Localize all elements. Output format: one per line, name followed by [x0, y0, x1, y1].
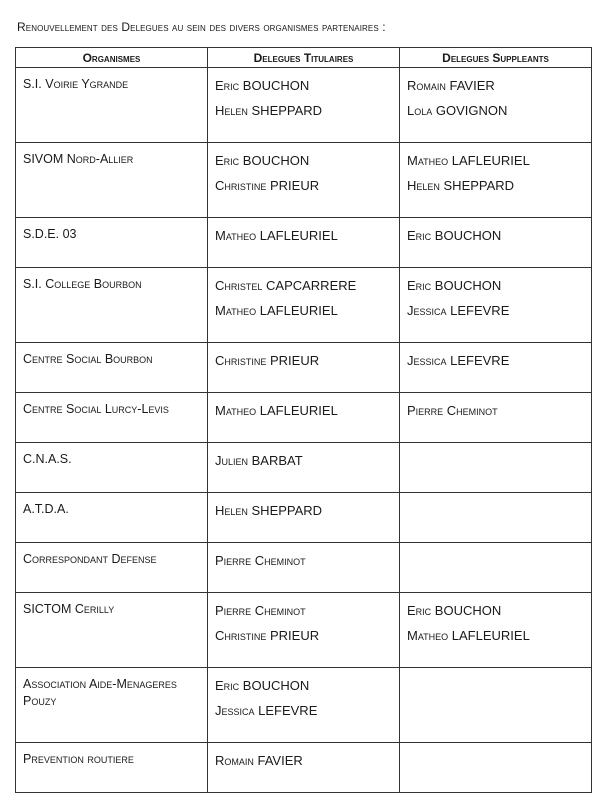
- table-row: [16, 743, 592, 793]
- titulaire-name: Matheo LAFLEURIEL: [215, 228, 338, 243]
- table-row: [16, 493, 592, 543]
- table-row: [16, 543, 592, 593]
- titulaire-name: Eric BOUCHON: [215, 78, 310, 93]
- titulaire-name: Christel CAPCARRERE: [215, 278, 357, 293]
- table-row: [16, 443, 592, 493]
- titulaire-name: Eric BOUCHON: [215, 153, 310, 168]
- suppleants-cell: [400, 443, 592, 493]
- titulaire-name: Julien BARBAT: [215, 453, 303, 468]
- titulaires-cell: [208, 543, 400, 593]
- organisme-cell: Association Aide-Menageres Pouzy: [16, 668, 208, 743]
- table-row: [16, 393, 592, 443]
- titulaires-cell: [208, 668, 400, 743]
- table-body: [16, 68, 592, 793]
- suppleants-cell: [400, 543, 592, 593]
- suppleant-name: Matheo LAFLEURIEL: [407, 627, 530, 643]
- suppleants-cell: [400, 143, 592, 218]
- titulaire-name: Helen SHEPPARD: [215, 102, 323, 118]
- titulaire-name: Eric BOUCHON: [215, 678, 310, 693]
- table-row: [16, 68, 592, 143]
- suppleants-cell: [400, 268, 592, 343]
- delegates-table: [15, 47, 592, 793]
- titulaires-cell: [208, 268, 400, 343]
- suppleant-name: Lola GOVIGNON: [407, 102, 508, 118]
- organisme-cell: C.N.A.S.: [16, 443, 208, 493]
- titulaires-cell: [208, 443, 400, 493]
- suppleant-name: Matheo LAFLEURIEL: [407, 153, 530, 168]
- organisme-cell: SICTOM Cerilly: [16, 593, 208, 668]
- suppleant-name: Jessica LEFEVRE: [407, 302, 510, 318]
- suppleant-name: Eric BOUCHON: [407, 228, 502, 243]
- organisme-cell: A.T.D.A.: [16, 493, 208, 543]
- organisme-cell: S.I. College Bourbon: [16, 268, 208, 343]
- suppleants-cell: [400, 343, 592, 393]
- suppleants-cell: [400, 668, 592, 743]
- titulaire-name: Christine PRIEUR: [215, 627, 320, 643]
- table-row: [16, 343, 592, 393]
- titulaires-cell: [208, 218, 400, 268]
- organisme-cell: Correspondant Defense: [16, 543, 208, 593]
- suppleant-name: Eric BOUCHON: [407, 278, 502, 293]
- header-suppleants: Delegues Suppleants: [400, 48, 592, 68]
- titulaire-name: Romain FAVIER: [215, 753, 303, 768]
- suppleant-name: Helen SHEPPARD: [407, 177, 515, 193]
- titulaire-name: Matheo LAFLEURIEL: [215, 403, 338, 418]
- titulaire-name: Helen SHEPPARD: [215, 503, 323, 518]
- suppleant-name: Jessica LEFEVRE: [407, 353, 510, 368]
- titulaire-name: Christine PRIEUR: [215, 177, 320, 193]
- suppleants-cell: [400, 743, 592, 793]
- titulaires-cell: [208, 68, 400, 143]
- header-organismes: Organismes: [16, 48, 208, 68]
- table-header-row: [16, 48, 592, 68]
- titulaire-name: Matheo LAFLEURIEL: [215, 302, 338, 318]
- suppleants-cell: [400, 218, 592, 268]
- table-row: [16, 143, 592, 218]
- organisme-cell: S.I. Voirie Ygrande: [16, 68, 208, 143]
- titulaire-name: Pierre Cheminot: [215, 603, 306, 618]
- titulaires-cell: [208, 143, 400, 218]
- organisme-cell: Centre Social Lurcy-Levis: [16, 393, 208, 443]
- table-row: [16, 268, 592, 343]
- table-row: [16, 668, 592, 743]
- titulaires-cell: [208, 743, 400, 793]
- titulaire-name: Jessica LEFEVRE: [215, 702, 318, 718]
- organisme-cell: SIVOM Nord-Allier: [16, 143, 208, 218]
- titulaires-cell: [208, 393, 400, 443]
- table-row: [16, 218, 592, 268]
- organisme-cell: S.D.E. 03: [16, 218, 208, 268]
- titulaire-name: Christine PRIEUR: [215, 353, 320, 368]
- titulaires-cell: [208, 343, 400, 393]
- suppleants-cell: [400, 593, 592, 668]
- organisme-cell: Prevention routiere: [16, 743, 208, 793]
- table-row: [16, 593, 592, 668]
- header-titulaires: Delegues Titulaires: [208, 48, 400, 68]
- suppleants-cell: [400, 393, 592, 443]
- suppleants-cell: [400, 493, 592, 543]
- suppleant-name: Eric BOUCHON: [407, 603, 502, 618]
- suppleant-name: Pierre Cheminot: [407, 403, 498, 418]
- document-title: Renouvellement des Delegues au sein des divers organismes partenaires :: [17, 20, 386, 34]
- suppleant-name: Romain FAVIER: [407, 78, 495, 93]
- organisme-cell: Centre Social Bourbon: [16, 343, 208, 393]
- suppleants-cell: [400, 68, 592, 143]
- titulaires-cell: [208, 493, 400, 543]
- titulaires-cell: [208, 593, 400, 668]
- titulaire-name: Pierre Cheminot: [215, 553, 306, 568]
